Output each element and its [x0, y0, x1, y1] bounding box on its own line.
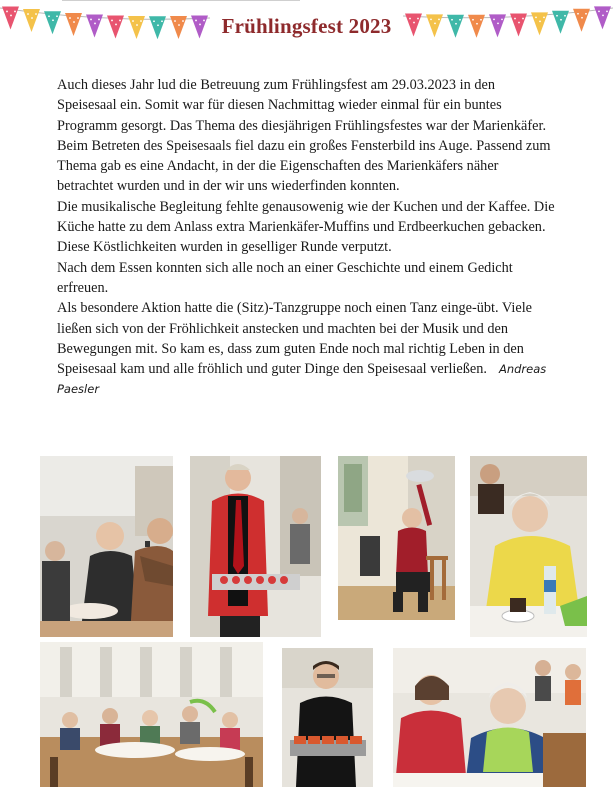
- author-signature: Andreas Paesler: [57, 362, 547, 397]
- photo-man-with-tray: [282, 648, 373, 787]
- photo-woman-with-coffee: [470, 456, 587, 637]
- paragraph-2: Die musikalische Begleitung fehlte genausowenig wie der Kuchen und der Kaffee. Die Küche hatte zu dem Anlass extra Marienkäfer-Muffins und Erdbeerkuchen gebacken. Diese Köstlichkeiten wurden in geselliger Runde verputzt.: [57, 198, 555, 256]
- pennant-dot-icon: [6, 11, 8, 13]
- photo-seated-dance: [338, 456, 455, 620]
- paragraph-3: Nach dem Essen konnten sich alle noch an einer Geschichte und einem Gedicht erfreuen.: [57, 259, 513, 296]
- paragraph-4: [57, 298, 557, 399]
- photo-residents-with-bibs: [393, 648, 586, 787]
- pennant-dot-icon: [598, 10, 600, 12]
- photo-waiter-with-cake: [190, 456, 321, 637]
- article-body: [57, 75, 557, 400]
- photo-guests-at-table: [40, 456, 173, 637]
- photo-dining-hall: [40, 642, 263, 787]
- pennant-dot-icon: [606, 10, 608, 12]
- page-title: Frühlingsfest 2023: [221, 14, 392, 38]
- paragraph-4-text: Als besondere Aktion hatte die (Sitz)-Tanzgruppe noch einen Tanz einge-übt. Viele ließen sich von der Fröhlichkeit anstecken und machten bei der Musik und den Bewegungen mit. So kam es, dass zum guten Ende noch mal richtig Leben in den Speisesaal kam und alle fröhlich und guter Dinge den Speisesaal verließen.: [57, 300, 533, 378]
- paragraph-1: Auch dieses Jahr lud die Betreuung zum Frühlingsfest am 29.03.2023 in den Speisesaal ein. Somit war für diesen Nachmittag wieder einmal für ein buntes Programm gesorgt. Das Thema des diesjährigen Frühlingsfestes war der Marienkäfer. Beim Betreten des Speisesaals fiel dazu ein großes Fensterbild ins Auge. Passend zum Thema gab es eine Andacht, in der die Eigenschaften des Marienkäfers näher betrachtet wurden und in der wir uns wiederfinden konnten.: [57, 77, 551, 195]
- pennant-dot-icon: [14, 11, 16, 13]
